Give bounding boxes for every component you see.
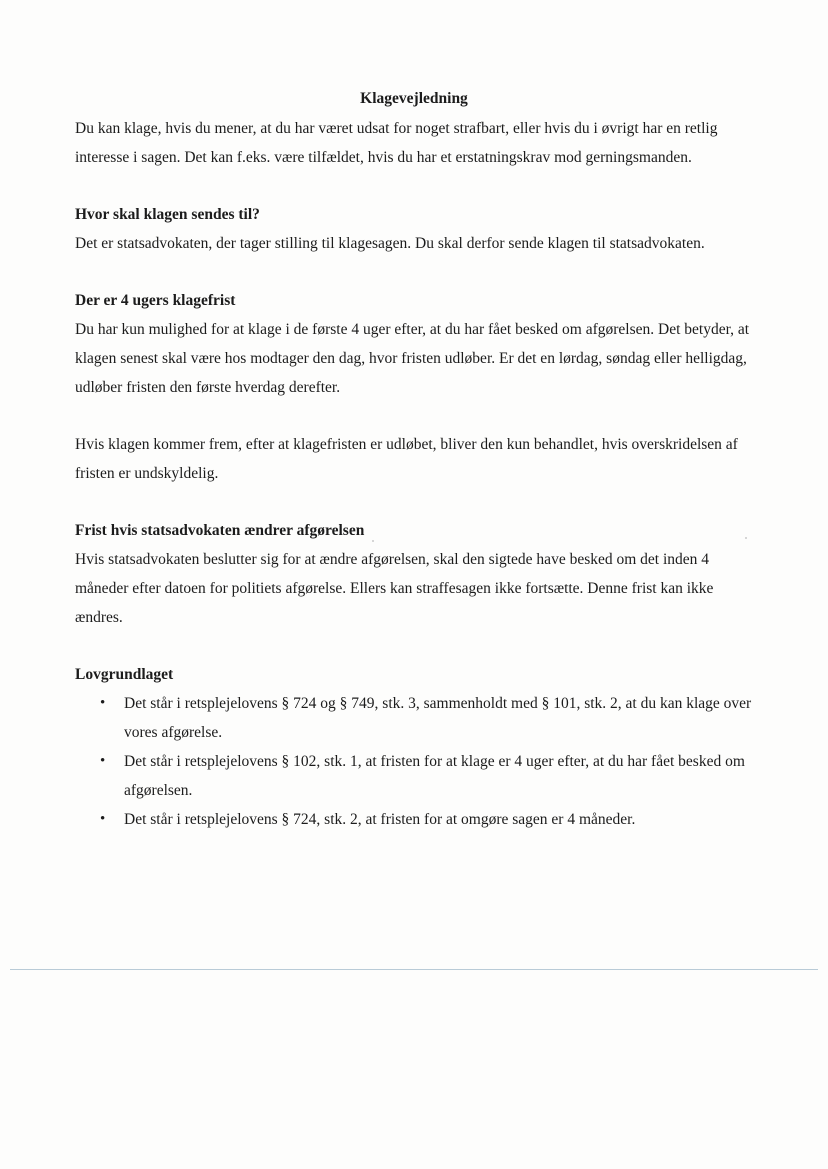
section-recipient bbox=[75, 200, 755, 258]
section-spacer bbox=[75, 258, 755, 286]
list-item bbox=[75, 747, 755, 805]
list-item-text: Det står i retsplejelovens § 724, stk. 2, at fristen for at omgøre sagen er 4 måneder. bbox=[124, 811, 636, 828]
paragraph-spacer bbox=[75, 402, 755, 430]
section-spacer bbox=[75, 172, 755, 200]
section-deadline bbox=[75, 286, 755, 488]
list-item bbox=[75, 689, 755, 747]
section-heading: Der er 4 ugers klagefrist bbox=[75, 292, 236, 309]
scan-speck bbox=[372, 540, 374, 542]
section-paragraph: Det er statsadvokaten, der tager stilling til klagesagen. Du skal derfor sende klagen til statsadvokaten. bbox=[75, 235, 705, 252]
list-item-text: Det står i retsplejelovens § 724 og § 749, stk. 3, sammenholdt med § 101, stk. 2, at du kan klage over vores afgørelse. bbox=[124, 695, 752, 741]
section-heading: Hvor skal klagen sendes til? bbox=[75, 206, 260, 223]
scan-speck bbox=[745, 537, 747, 539]
section-prosecutor-change bbox=[75, 516, 755, 632]
document-body bbox=[75, 114, 755, 834]
section-paragraph: Hvis statsadvokaten beslutter sig for at ændre afgørelsen, skal den sigtede have besked om det inden 4 måneder efter datoen for politiets afgørelse. Ellers kan straffesagen ikke fortsætte. Denne frist kan ikke ændres. bbox=[75, 551, 714, 626]
bullet-icon: • bbox=[100, 811, 106, 827]
intro-paragraph: Du kan klage, hvis du mener, at du har været udsat for noget strafbart, eller hvis du i øvrigt har en retlig interesse i sagen. Det kan f.eks. være tilfældet, hvis du har et erstatningskrav mod gerningsmanden. bbox=[75, 120, 718, 166]
section-legal-basis bbox=[75, 660, 755, 834]
section-paragraph: Hvis klagen kommer frem, efter at klagefristen er udløbet, bliver den kun behandlet, hvis overskridelsen af fristen er undskyldelig. bbox=[75, 436, 738, 482]
list-item-text: Det står i retsplejelovens § 102, stk. 1, at fristen for at klage er 4 uger efter, at du har fået besked om afgørelsen. bbox=[124, 753, 745, 799]
section-heading: Lovgrundlaget bbox=[75, 666, 174, 683]
section-spacer bbox=[75, 488, 755, 516]
legal-basis-list bbox=[75, 689, 755, 834]
list-item bbox=[75, 805, 755, 834]
bullet-icon: • bbox=[100, 753, 106, 769]
document-title: Klagevejledning bbox=[360, 90, 468, 107]
bullet-icon: • bbox=[100, 695, 106, 711]
section-spacer bbox=[75, 632, 755, 660]
section-heading: Frist hvis statsadvokaten ændrer afgørelsen bbox=[75, 522, 365, 539]
section-paragraph: Du har kun mulighed for at klage i de første 4 uger efter, at du har fået besked om afgørelsen. Det betyder, at klagen senest skal være hos modtager den dag, hvor fristen udløber. Er det en lørdag, søndag eller helligdag, udløber fristen den første hverdag derefter. bbox=[75, 321, 750, 396]
scan-divider-line bbox=[10, 969, 818, 970]
